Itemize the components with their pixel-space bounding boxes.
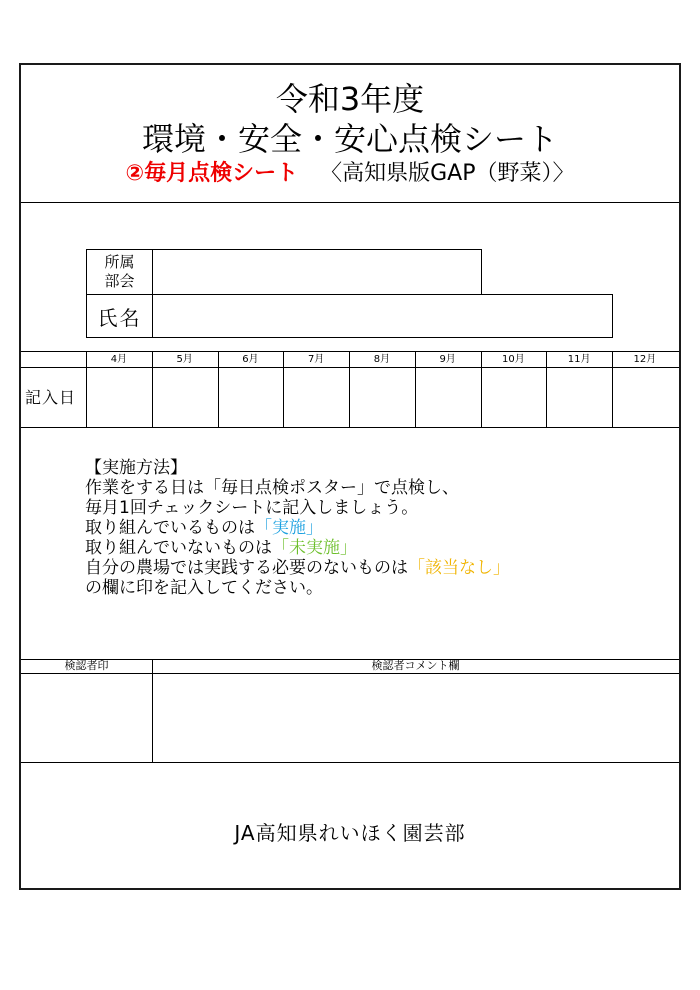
monthly-check-label: ②毎月点検シート bbox=[125, 161, 299, 186]
divider bbox=[21, 202, 679, 203]
month-header: 10月 bbox=[502, 354, 525, 365]
month-header: 9月 bbox=[439, 354, 456, 365]
entry-date-cell[interactable] bbox=[219, 368, 284, 427]
name-label: 氏名 bbox=[87, 295, 153, 337]
sheet-title: 環境・安全・安心点検シート bbox=[141, 120, 558, 158]
month-header: 7月 bbox=[307, 354, 325, 365]
instructions-text: 取り組んでいないものは bbox=[85, 538, 272, 558]
reviewer-comment-header: 検認者コメント欄 bbox=[371, 659, 460, 672]
sheet-title-year: 令和3年度 bbox=[275, 80, 425, 118]
gap-version-label: 〈高知県版GAP（野菜）〉 bbox=[320, 161, 575, 186]
organization-name: JA高知県れいほく園芸部 bbox=[234, 821, 466, 845]
entry-date-label: 記入日 bbox=[25, 388, 77, 407]
month-header: 4月 bbox=[110, 354, 128, 365]
month-header: 6月 bbox=[242, 354, 259, 365]
month-header: 5月 bbox=[176, 354, 193, 365]
month-header: 8月 bbox=[373, 354, 391, 365]
reviewer-stamp-header: 検認者印 bbox=[64, 659, 109, 672]
month-header: 11月 bbox=[567, 354, 591, 365]
instructions-line: 作業をする日は「毎日点検ポスター」で点検し、 bbox=[85, 478, 459, 498]
entry-date-cell[interactable] bbox=[284, 368, 349, 427]
divider bbox=[21, 762, 679, 763]
reviewer-comment-box[interactable] bbox=[153, 674, 679, 762]
entry-date-cell[interactable] bbox=[153, 368, 218, 427]
month-header-row bbox=[21, 351, 679, 368]
not-implemented-keyword: 「未実施」 bbox=[272, 538, 357, 558]
instructions-line bbox=[85, 518, 510, 538]
instructions-text: 取り組んでいるものは bbox=[85, 518, 255, 538]
implemented-keyword: 「実施」 bbox=[255, 518, 323, 538]
entry-date-cell[interactable] bbox=[416, 368, 481, 427]
instructions-line bbox=[85, 538, 510, 558]
instructions bbox=[85, 458, 510, 598]
divider bbox=[21, 427, 679, 428]
not-applicable-keyword: 「該当なし」 bbox=[408, 558, 510, 578]
instructions-line: の欄に印を記入してください。 bbox=[85, 578, 323, 598]
instructions-heading: 【実施方法】 bbox=[85, 458, 187, 478]
entry-date-cell[interactable] bbox=[547, 368, 612, 427]
entry-date-cell[interactable] bbox=[350, 368, 415, 427]
instructions-line bbox=[85, 558, 510, 578]
entry-date-cell[interactable] bbox=[482, 368, 547, 427]
inspection-sheet bbox=[19, 63, 681, 890]
instructions-text: 自分の農場では実践する必要のないものは bbox=[85, 558, 408, 578]
entry-date-cell[interactable] bbox=[87, 368, 152, 427]
entry-date-cell[interactable] bbox=[613, 368, 678, 427]
affiliation-label: 所属部会 bbox=[87, 250, 153, 294]
reviewer-stamp-box[interactable] bbox=[21, 674, 152, 762]
affiliation-field[interactable] bbox=[86, 249, 482, 295]
sheet-subtitle bbox=[21, 159, 679, 189]
month-header: 12月 bbox=[633, 354, 657, 365]
instructions-line: 毎月1回チェックシートに記入しましょう。 bbox=[85, 498, 419, 518]
name-field[interactable] bbox=[86, 294, 613, 338]
